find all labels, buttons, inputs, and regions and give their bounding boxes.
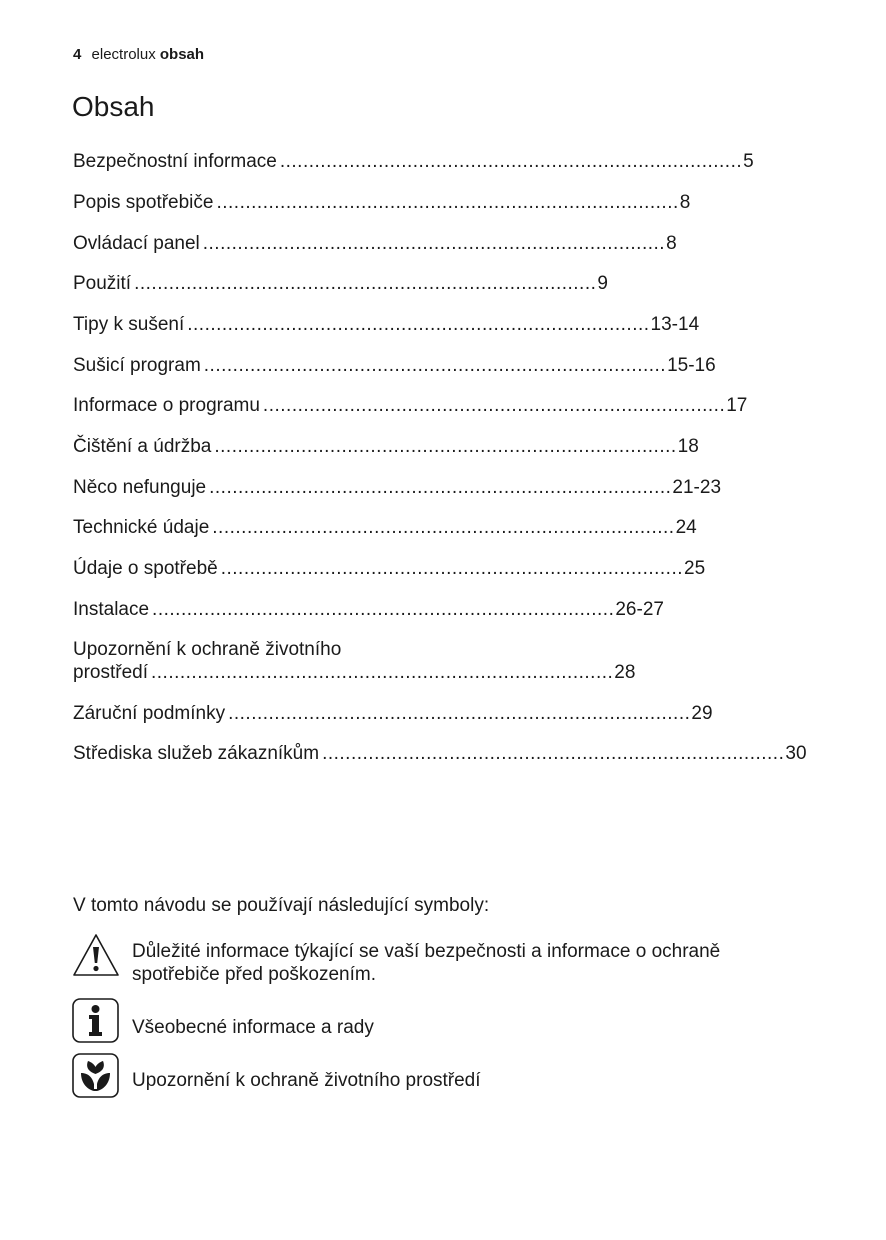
toc-item[interactable] bbox=[73, 638, 636, 684]
toc-item[interactable] bbox=[73, 191, 691, 214]
toc-item-label: Něco nefunguje bbox=[73, 477, 207, 498]
toc-item-label: Použití bbox=[73, 273, 132, 294]
toc-item-page: 18 bbox=[677, 436, 699, 457]
toc-leader: ................................................................................ bbox=[150, 662, 614, 683]
toc-leader: ................................................................................ bbox=[214, 436, 677, 457]
toc-item[interactable] bbox=[73, 516, 697, 539]
toc-item-page: 25 bbox=[684, 558, 706, 579]
symbol-text-line: spotřebiče před poškozením. bbox=[132, 964, 376, 985]
toc-item-label: Tipy k sušení bbox=[73, 314, 185, 335]
toc-item-page: 24 bbox=[675, 517, 697, 538]
toc-item-label: Ovládací panel bbox=[73, 233, 200, 254]
toc-item-label: Instalace bbox=[73, 599, 150, 620]
symbols-intro: V tomto návodu se používají následující symboly: bbox=[73, 895, 490, 916]
toc-item-label: Technické údaje bbox=[73, 517, 210, 538]
toc-leader: ................................................................................ bbox=[216, 192, 679, 213]
toc-item-label: prostředí bbox=[73, 662, 148, 683]
toc-item[interactable] bbox=[73, 476, 722, 499]
toc-leader: ................................................................................ bbox=[262, 395, 726, 416]
toc-item[interactable] bbox=[73, 435, 699, 458]
section-name: obsah bbox=[159, 46, 205, 63]
toc-item[interactable] bbox=[73, 313, 700, 336]
toc-item-page: 28 bbox=[614, 662, 636, 683]
toc-leader: ................................................................................ bbox=[152, 599, 615, 620]
toc-item-page: 13-14 bbox=[650, 314, 700, 335]
info-icon bbox=[72, 998, 119, 1048]
toc-item[interactable] bbox=[73, 394, 748, 417]
toc-item[interactable] bbox=[73, 557, 706, 580]
toc-item-page: 8 bbox=[679, 192, 691, 213]
brand-name: electrolux bbox=[91, 46, 156, 63]
toc-item-page: 17 bbox=[726, 395, 748, 416]
symbol-text: Upozornění k ochraně životního prostředí bbox=[132, 1070, 481, 1091]
toc-leader: ................................................................................ bbox=[212, 517, 675, 538]
toc-item-label: Střediska služeb zákazníkům bbox=[73, 743, 320, 764]
toc-leader: ................................................................................ bbox=[202, 233, 666, 254]
page-title: Obsah bbox=[72, 91, 155, 122]
toc-item-label-line1: Upozornění k ochraně životního bbox=[73, 639, 342, 660]
toc-item-label: Údaje o spotřebě bbox=[73, 558, 218, 579]
toc-leader: ................................................................................ bbox=[134, 273, 597, 294]
toc-leader: ................................................................................ bbox=[279, 151, 743, 172]
symbol-text-line: Důležité informace týkající se vaší bezpečnosti a informace o ochraně bbox=[132, 941, 721, 962]
toc-item-page: 29 bbox=[691, 703, 713, 724]
toc-leader: ................................................................................ bbox=[203, 355, 667, 376]
toc-leader: ................................................................................ bbox=[187, 314, 650, 335]
toc-leader: ................................................................................ bbox=[209, 477, 672, 498]
toc-item[interactable] bbox=[73, 742, 807, 765]
toc-item-label: Záruční podmínky bbox=[73, 703, 226, 724]
toc-item-page: 21-23 bbox=[672, 477, 722, 498]
toc-leader: ................................................................................ bbox=[322, 743, 785, 764]
toc-item[interactable] bbox=[73, 702, 713, 725]
toc-item-page: 26-27 bbox=[615, 599, 664, 620]
toc-item-label: Čištění a údržba bbox=[73, 436, 212, 457]
toc-leader: ................................................................................ bbox=[228, 703, 691, 724]
toc-item[interactable] bbox=[73, 354, 716, 377]
toc-item-page: 30 bbox=[785, 743, 807, 764]
toc-item-label: Bezpečnostní informace bbox=[73, 151, 277, 172]
toc-item-page: 15-16 bbox=[667, 355, 716, 376]
toc-item[interactable] bbox=[73, 272, 608, 295]
toc-item-label: Informace o programu bbox=[73, 395, 260, 416]
toc-item[interactable] bbox=[73, 232, 677, 255]
page-header bbox=[73, 45, 204, 65]
toc-item-page: 9 bbox=[597, 273, 608, 294]
environment-flower-icon bbox=[72, 1053, 119, 1103]
page-number: 4 bbox=[73, 46, 82, 63]
toc-item[interactable] bbox=[73, 598, 664, 621]
toc-item-page: 5 bbox=[743, 151, 754, 172]
toc-item-page: 8 bbox=[666, 233, 677, 254]
warning-triangle-icon bbox=[72, 932, 120, 983]
toc-item[interactable] bbox=[73, 150, 754, 173]
toc-item-label: Popis spotřebiče bbox=[73, 192, 214, 213]
toc-item-label: Sušicí program bbox=[73, 355, 201, 376]
toc-leader: ................................................................................ bbox=[220, 558, 684, 579]
symbol-text: Všeobecné informace a rady bbox=[132, 1017, 374, 1038]
